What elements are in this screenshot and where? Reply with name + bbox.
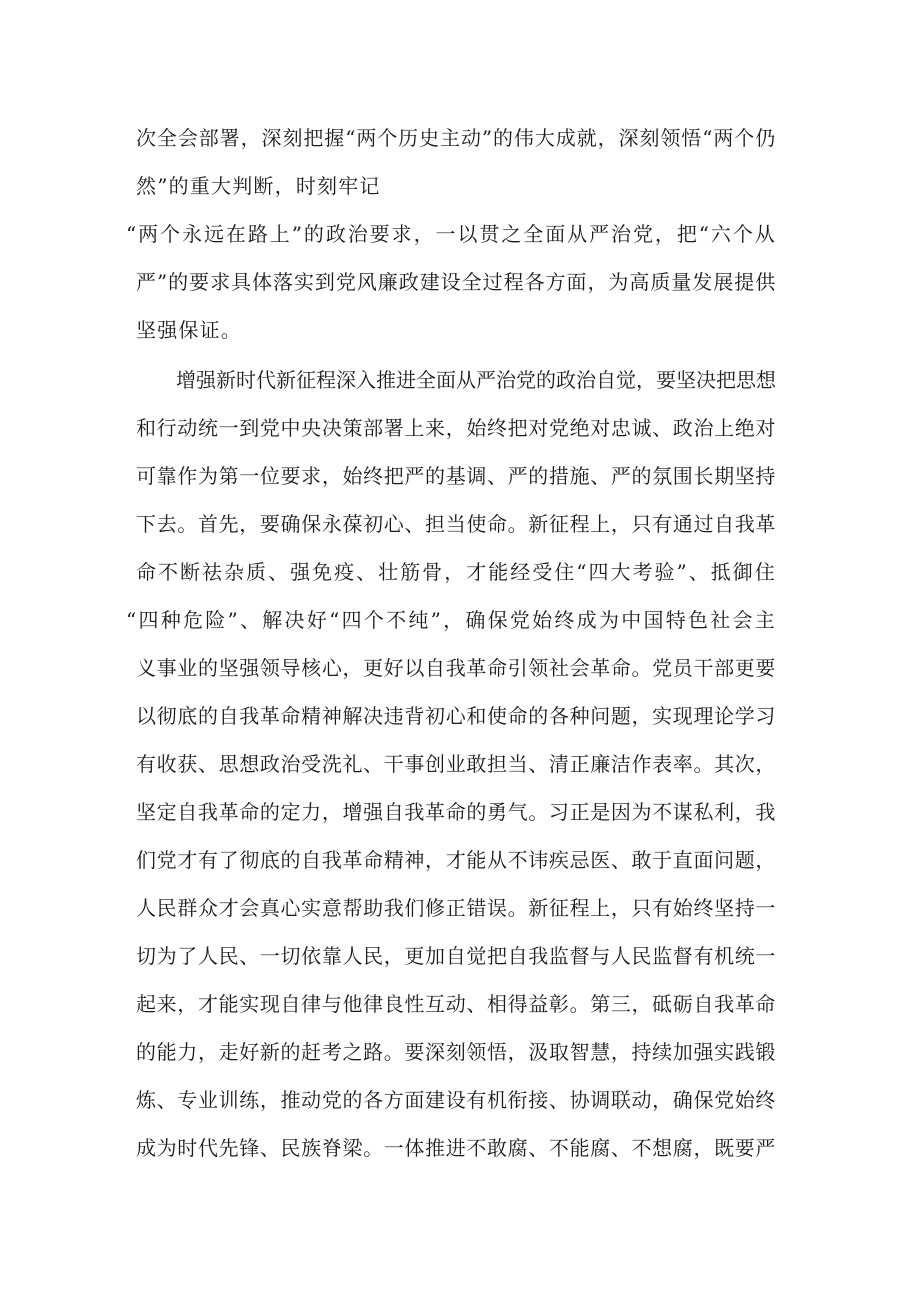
- paragraph-2-line-5: 命不断祛杂质、强免疫、壮筋骨，才能经受住“四大考验”、抵御住: [136, 560, 776, 584]
- paragraph-2-line-16: 炼、专业训练，推动党的各方面建设有机衔接、协调联动，确保党始终: [136, 1088, 776, 1112]
- paragraph-2-line-14: 起来，才能实现自律与他律良性互动、相得益彰。第三，砥砺自我革命: [136, 992, 776, 1016]
- paragraph-2-line-6: “四种危险”、解决好“四个不纯”，确保党始终成为中国特色社会主: [126, 608, 776, 632]
- paragraph-1-line-4: 严”的要求具体落实到党风廉政建设全过程各方面，为高质量发展提供: [136, 270, 776, 294]
- paragraph-2-line-7: 义事业的坚强领导核心，更好以自我革命引领社会革命。党员干部更要: [136, 656, 776, 680]
- paragraph-2-line-1: 增强新时代新征程深入推进全面从严治党的政治自觉，要坚决把思想: [176, 368, 776, 392]
- paragraph-2-line-13: 切为了人民、一切依靠人民，更加自觉把自我监督与人民监督有机统一: [136, 944, 776, 968]
- paragraph-2-line-2: 和行动统一到党中央决策部署上来，始终把对党绝对忠诚、政治上绝对: [136, 416, 776, 440]
- paragraph-2-line-8: 以彻底的自我革命精神解决违背初心和使命的各种问题，实现理论学习: [136, 704, 776, 728]
- paragraph-1-line-2: 然”的重大判断，时刻牢记: [136, 174, 381, 198]
- paragraph-2-line-4: 下去。首先，要确保永葆初心、担当使命。新征程上，只有通过自我革: [136, 512, 776, 536]
- paragraph-2-line-11: 们党才有了彻底的自我革命精神，才能从不讳疾忌医、敢于直面问题，: [136, 848, 776, 872]
- paragraph-2-line-12: 人民群众才会真心实意帮助我们修正错误。新征程上，只有始终坚持一: [136, 896, 776, 920]
- paragraph-1-line-1: 次全会部署，深刻把握“两个历史主动”的伟大成就，深刻领悟“两个仍: [136, 126, 776, 150]
- paragraph-2-line-3: 可靠作为第一位要求，始终把严的基调、严的措施、严的氛围长期坚持: [136, 464, 776, 488]
- paragraph-2-line-15: 的能力，走好新的赶考之路。要深刻领悟，汲取智慧，持续加强实践锻: [136, 1040, 776, 1064]
- paragraph-1-line-3: “两个永远在路上”的政治要求，一以贯之全面从严治党，把“六个从: [126, 222, 776, 246]
- paragraph-2-line-17: 成为时代先锋、民族脊梁。一体推进不敢腐、不能腐、不想腐，既要严: [136, 1136, 776, 1160]
- paragraph-2-line-10: 坚定自我革命的定力，增强自我革命的勇气。习正是因为不谋私利，我: [136, 800, 776, 824]
- paragraph-2-line-9: 有收获、思想政治受洗礼、干事创业敢担当、清正廉洁作表率。其次，: [136, 752, 776, 776]
- paragraph-1-line-5: 坚强保证。: [136, 318, 242, 342]
